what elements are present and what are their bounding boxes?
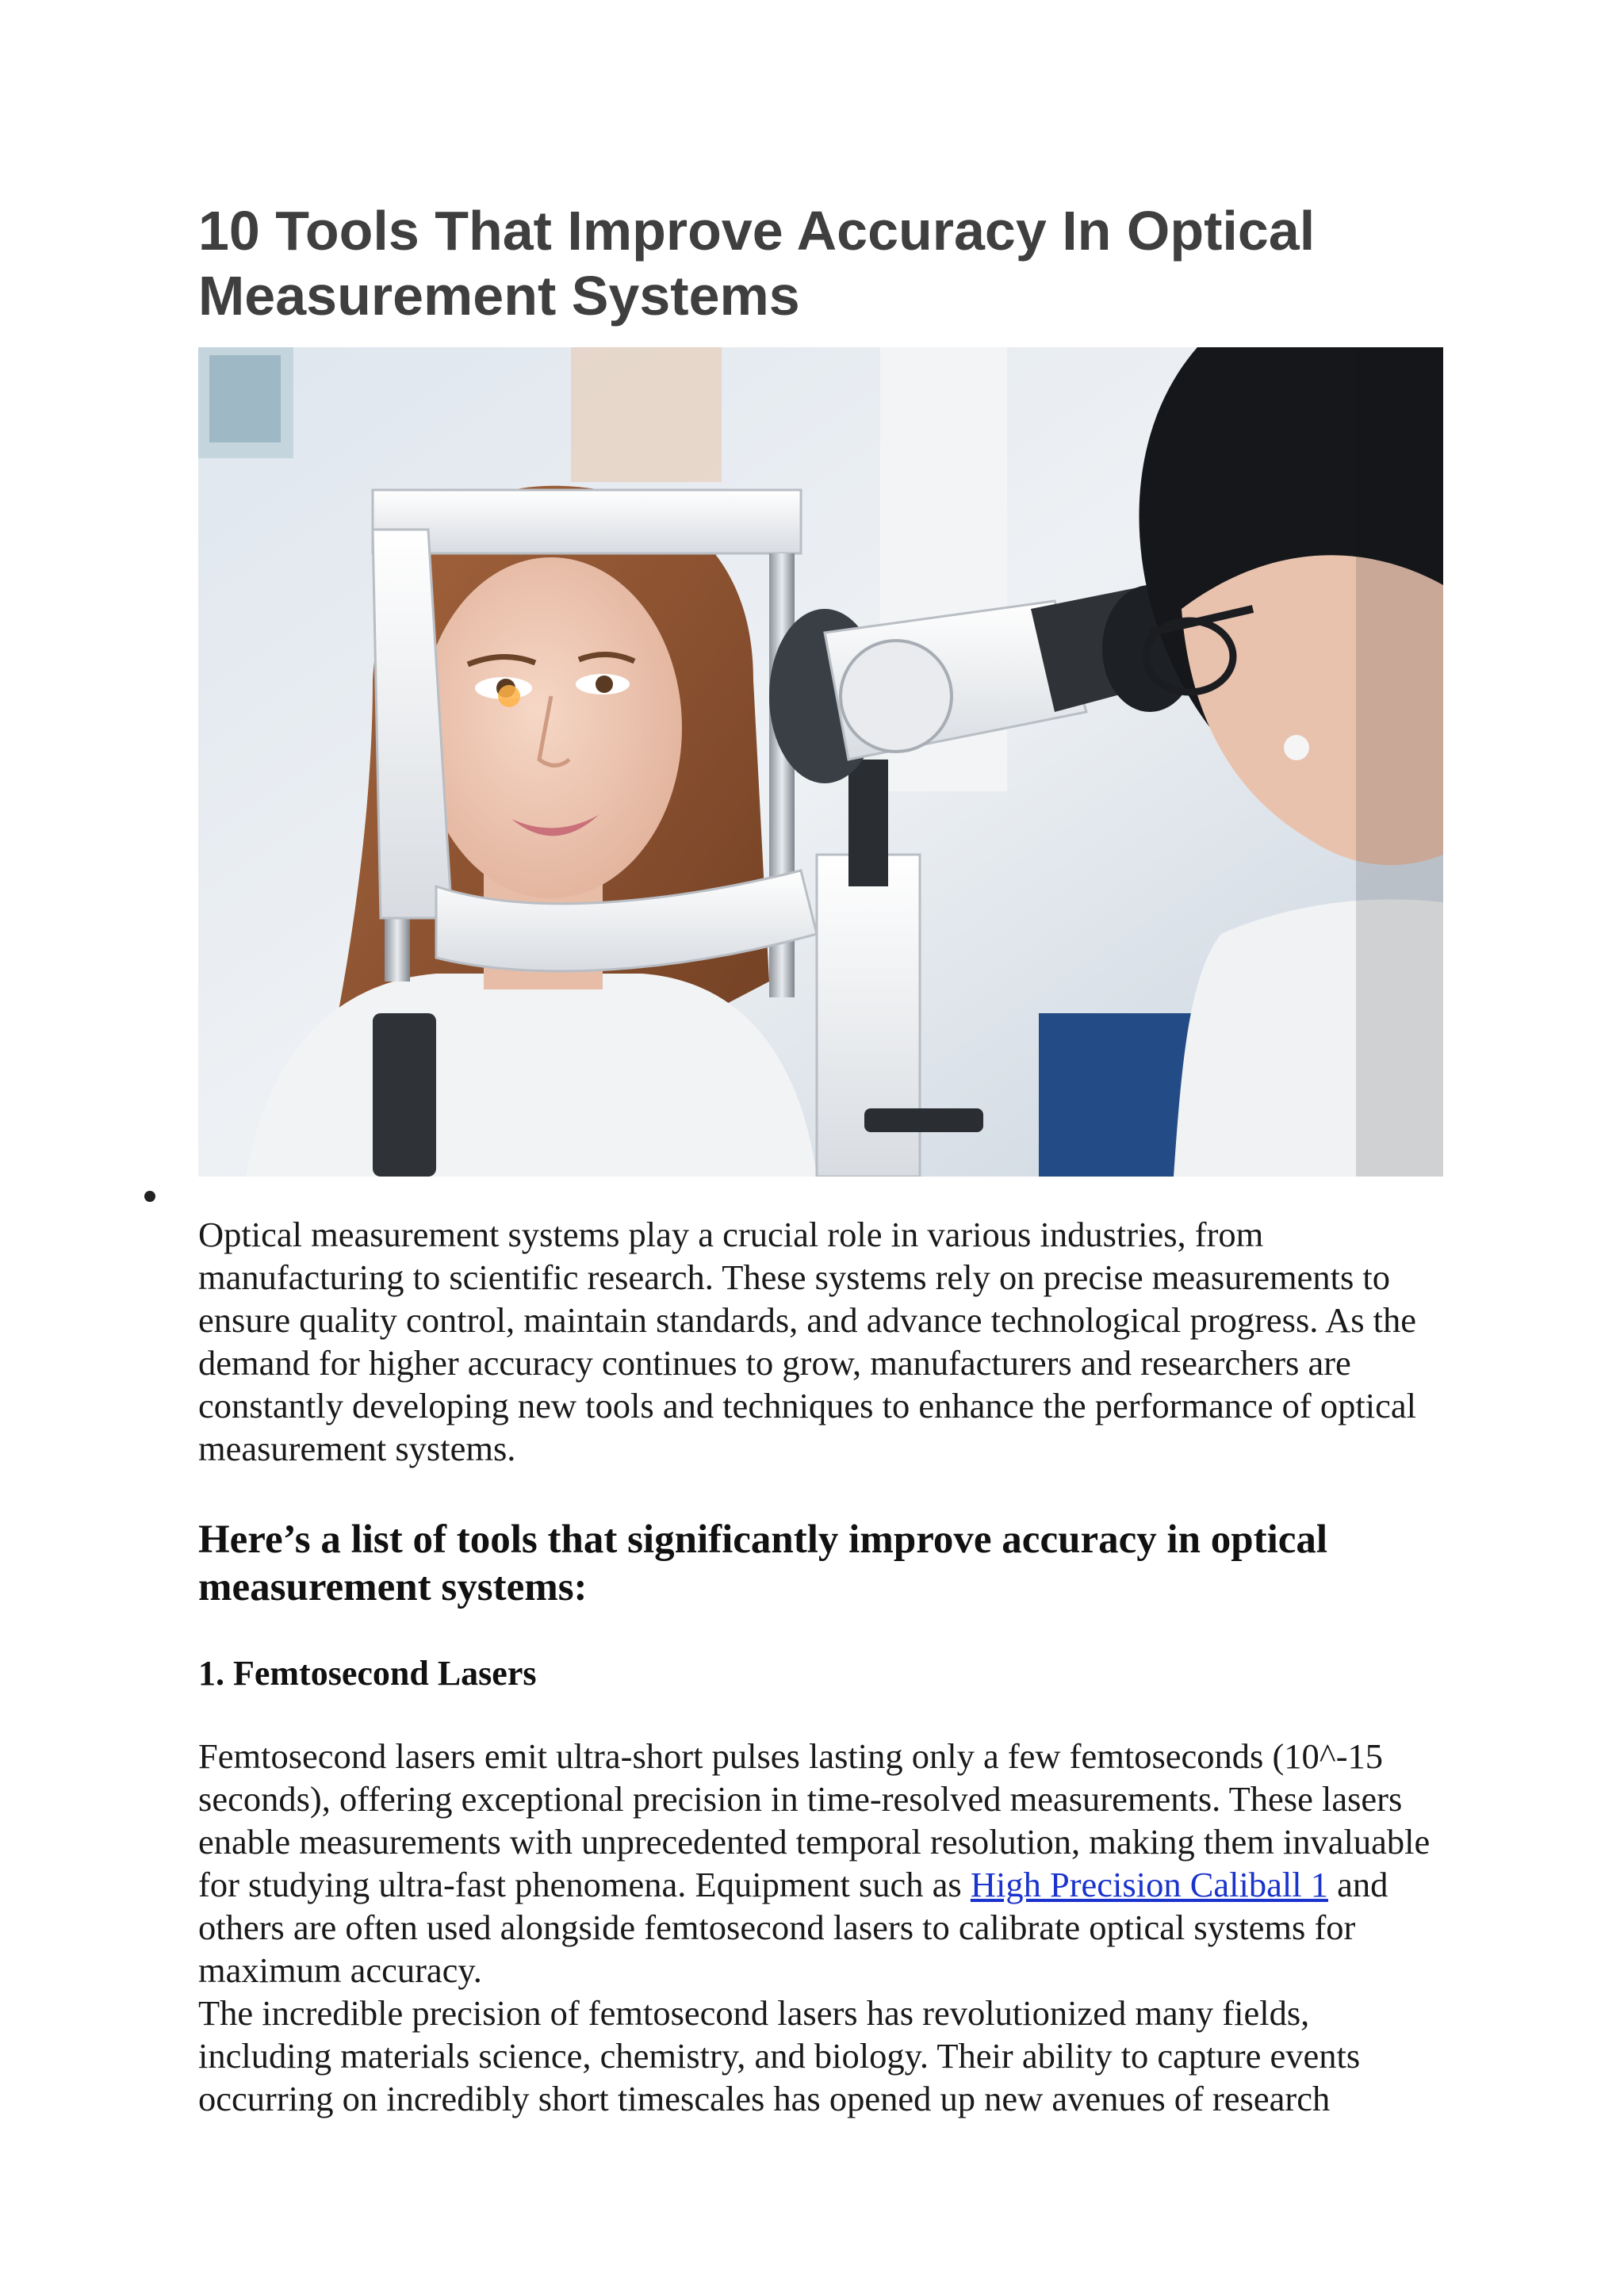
caliball-link[interactable]: High Precision Caliball 1 [970, 1865, 1328, 1904]
eye-exam-photo-illustration [198, 347, 1443, 1177]
intro-paragraph: Optical measurement systems play a crucial role in various industries, from manufacturing to scientific research. These systems rely on precise measurements to ensure quality control, maintain standards, and advance technological progress. As the demand for higher accuracy continues to grow, manufacturers and researchers are constantly developing new tools and techniques to enhance the performance of optical measurement systems. [198, 1215, 1417, 1468]
hero-row [198, 347, 1443, 1177]
article-title: 10 Tools That Improve Accuracy In Optical Measurement Systems [198, 200, 1316, 327]
para1-text-before-link: Femtosecond lasers emit ultra-short pulses lasting only a few femtoseconds (10^-15 seconds), offering exceptional precision in time-resolved measurements. These lasers enable measurements with unprecedented temporal resolution, making them invaluable for studying ultra-fast phenomena. Equipment such as [198, 1736, 1431, 1904]
article-body [198, 198, 1443, 2120]
femtosecond-paragraph-1 [198, 1735, 1443, 1992]
hero-image [198, 347, 1443, 1177]
section-heading-femtosecond-lasers: 1. Femtosecond Lasers [198, 1654, 537, 1693]
femtosecond-paragraph-2: The incredible precision of femtosecond lasers has revolutionized many fields, including materials science, chemistry, and biology. Their ability to capture events occurring on incredibly short timescales has opened up new avenues of research [198, 1993, 1361, 2118]
para1-text-after-link: and others are often used alongside femtosecond lasers to calibrate optical systems for maximum accuracy. [198, 1865, 1388, 1990]
list-bullet [144, 1191, 155, 1202]
list-heading: Here’s a list of tools that significantly improve accuracy in optical measurement systems: [198, 1517, 1328, 1609]
